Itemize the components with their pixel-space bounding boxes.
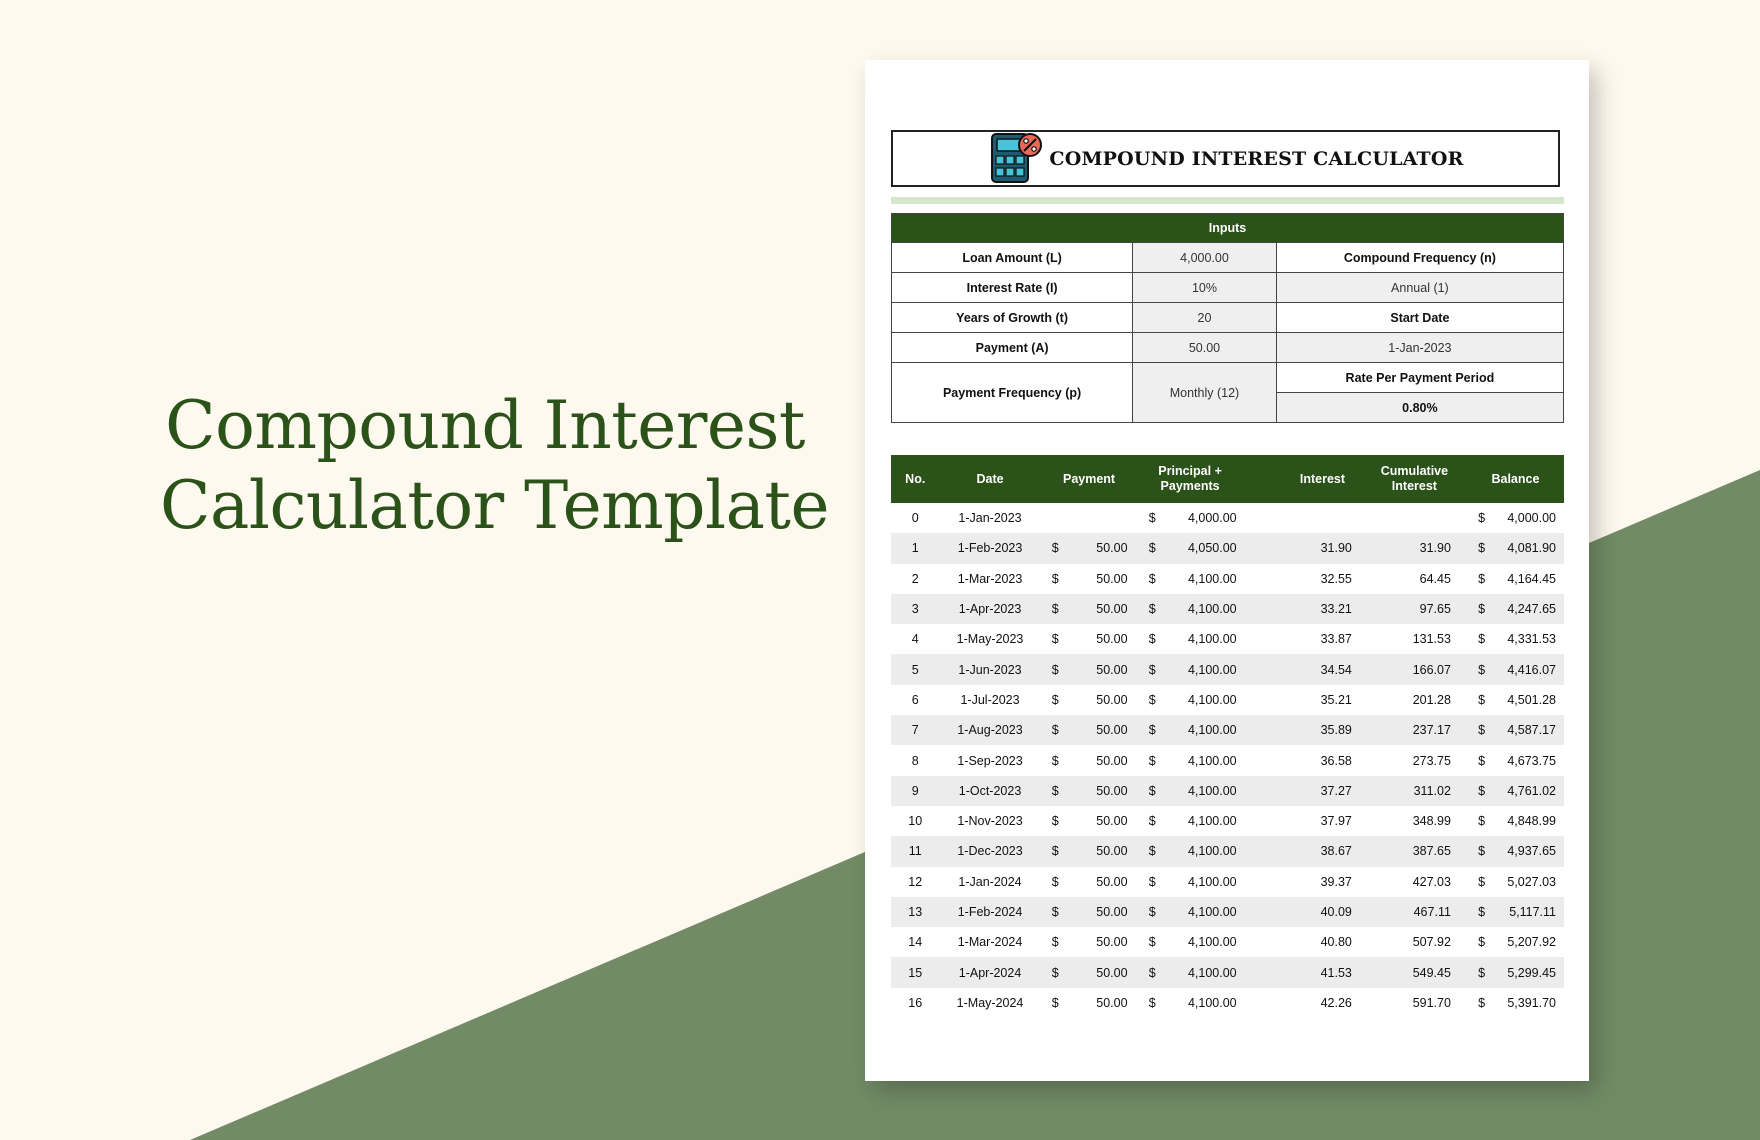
calculator-percent-icon — [987, 130, 1043, 186]
row-principal: 4,100.00 — [1158, 897, 1243, 927]
row-balance-currency: $ — [1467, 715, 1487, 745]
table-row — [891, 715, 1564, 745]
row-cumulative-interest: 427.03 — [1412, 874, 1451, 889]
col-header-cumulative-line-1: Cumulative — [1380, 464, 1449, 478]
years-of-growth-label: Years of Growth (t) — [892, 303, 1133, 333]
row-principal: 4,100.00 — [1158, 594, 1243, 624]
row-cumulative-interest: 201.28 — [1412, 692, 1451, 707]
row-spacer — [1243, 897, 1283, 927]
row-payment: 50.00 — [1061, 654, 1138, 684]
row-payment: 50.00 — [1096, 632, 1128, 647]
row-no: 5 — [891, 654, 940, 684]
row-interest: 33.87 — [1320, 632, 1352, 647]
row-payment: 50.00 — [1061, 715, 1138, 745]
row-principal: 4,100.00 — [1187, 874, 1237, 889]
accent-divider — [891, 197, 1564, 204]
row-no: 4 — [911, 632, 919, 647]
row-payment-currency: $ — [1041, 594, 1061, 624]
row-principal-currency: $ — [1138, 836, 1158, 866]
row-interest: 31.90 — [1283, 533, 1362, 563]
row-spacer — [1243, 867, 1283, 897]
row-cumulative-interest: 387.65 — [1362, 836, 1467, 866]
row-cumulative-interest: 549.45 — [1362, 957, 1467, 987]
row-interest: 39.37 — [1320, 874, 1352, 889]
inputs-table — [891, 213, 1564, 423]
row-spacer — [1243, 503, 1283, 533]
row-balance: 4,164.45 — [1507, 571, 1556, 586]
row-balance-currency: $ — [1467, 957, 1487, 987]
row-payment-currency: $ — [1041, 654, 1061, 684]
row-date: 1-Nov-2023 — [957, 814, 1023, 829]
row-principal-currency: $ — [1138, 715, 1158, 745]
interest-rate-label: Interest Rate (I) — [892, 273, 1133, 303]
row-principal: 4,000.00 — [1187, 511, 1237, 526]
document-page — [865, 60, 1589, 1081]
table-row — [891, 897, 1564, 927]
row-no: 6 — [911, 692, 919, 707]
row-balance-currency: $ — [1467, 897, 1487, 927]
row-no: 1 — [891, 533, 940, 563]
row-payment: 50.00 — [1096, 935, 1128, 950]
row-no: 13 — [891, 897, 940, 927]
row-payment: 50.00 — [1061, 897, 1138, 927]
row-payment: 50.00 — [1096, 814, 1128, 829]
years-of-growth-value[interactable]: 20 — [1133, 303, 1277, 333]
row-cumulative-interest: 237.17 — [1362, 715, 1467, 745]
row-payment-currency — [1041, 503, 1061, 533]
row-principal: 4,100.00 — [1187, 935, 1237, 950]
row-payment-currency: $ — [1051, 632, 1059, 647]
row-balance-currency: $ — [1478, 814, 1486, 829]
row-interest: 33.21 — [1283, 594, 1362, 624]
col-header-interest: Interest — [1283, 455, 1362, 503]
row-principal-currency: $ — [1138, 533, 1158, 563]
row-balance-currency: $ — [1478, 995, 1486, 1010]
table-row — [891, 806, 1564, 836]
row-principal-currency: $ — [1148, 874, 1156, 889]
row-principal-currency: $ — [1138, 957, 1158, 987]
start-date-label: Start Date — [1276, 303, 1563, 333]
row-date: 1-Sep-2023 — [957, 753, 1023, 768]
row-payment-currency: $ — [1051, 571, 1059, 586]
row-date: 1-May-2024 — [956, 995, 1024, 1010]
row-principal: 4,100.00 — [1187, 692, 1237, 707]
row-date: 1-Dec-2023 — [940, 836, 1041, 866]
row-payment: 50.00 — [1061, 594, 1138, 624]
row-cumulative-interest: 273.75 — [1412, 753, 1451, 768]
row-spacer — [1243, 745, 1283, 775]
row-date: 1-Apr-2024 — [940, 957, 1041, 987]
row-balance-currency: $ — [1478, 632, 1486, 647]
table-row — [891, 624, 1564, 654]
row-no: 0 — [911, 511, 919, 526]
payment-frequency-label: Payment Frequency (p) — [892, 363, 1133, 423]
row-balance: 5,027.03 — [1507, 874, 1556, 889]
row-interest: 34.54 — [1283, 654, 1362, 684]
row-no: 14 — [908, 935, 923, 950]
row-cumulative-interest — [1362, 503, 1467, 533]
payment-value[interactable]: 50.00 — [1133, 333, 1277, 363]
row-interest: 32.55 — [1320, 571, 1352, 586]
inputs-header: Inputs — [892, 214, 1564, 243]
row-cumulative-interest: 131.53 — [1412, 632, 1451, 647]
row-interest: 36.58 — [1320, 753, 1352, 768]
col-header-cumulative — [1362, 455, 1467, 503]
row-spacer — [1243, 533, 1283, 563]
table-row — [891, 988, 1564, 1018]
row-balance: 4,937.65 — [1487, 836, 1564, 866]
row-principal-currency: $ — [1138, 654, 1158, 684]
row-interest — [1283, 503, 1362, 533]
loan-amount-label: Loan Amount (L) — [892, 243, 1133, 273]
row-spacer — [1243, 776, 1283, 806]
row-principal: 4,100.00 — [1158, 715, 1243, 745]
row-spacer — [1243, 715, 1283, 745]
row-cumulative-interest: 64.45 — [1419, 571, 1451, 586]
row-no: 16 — [908, 995, 923, 1010]
table-row — [891, 564, 1564, 594]
row-principal: 4,100.00 — [1187, 814, 1237, 829]
row-balance-currency: $ — [1467, 654, 1487, 684]
row-principal-currency: $ — [1148, 692, 1156, 707]
row-interest: 38.67 — [1283, 836, 1362, 866]
row-spacer — [1243, 685, 1283, 715]
row-payment — [1061, 503, 1138, 533]
table-row — [891, 685, 1564, 715]
row-interest: 37.27 — [1283, 776, 1362, 806]
col-header-principal-line-2: Payments — [1160, 479, 1220, 493]
row-no: 11 — [891, 836, 940, 866]
row-no: 12 — [908, 874, 923, 889]
row-payment-currency: $ — [1051, 753, 1059, 768]
row-spacer — [1243, 988, 1283, 1018]
row-payment: 50.00 — [1096, 571, 1128, 586]
row-payment-currency: $ — [1041, 957, 1061, 987]
row-balance: 4,081.90 — [1487, 533, 1564, 563]
row-balance-currency: $ — [1478, 692, 1486, 707]
row-no: 8 — [911, 753, 919, 768]
row-principal-currency: $ — [1148, 935, 1156, 950]
row-date: 1-Jan-2024 — [958, 874, 1022, 889]
row-interest: 35.21 — [1320, 692, 1352, 707]
table-row — [891, 745, 1564, 775]
row-payment: 50.00 — [1061, 533, 1138, 563]
loan-amount-value[interactable]: 4,000.00 — [1133, 243, 1277, 273]
row-balance: 4,848.99 — [1507, 814, 1556, 829]
row-cumulative-interest: 591.70 — [1412, 995, 1451, 1010]
row-principal-currency: $ — [1148, 632, 1156, 647]
payment-label: Payment (A) — [892, 333, 1133, 363]
row-balance-currency: $ — [1467, 533, 1487, 563]
row-no: 9 — [891, 776, 940, 806]
row-cumulative-interest: 348.99 — [1412, 814, 1451, 829]
compound-frequency-value[interactable]: Annual (1) — [1276, 273, 1563, 303]
row-payment-currency: $ — [1041, 776, 1061, 806]
col-header-date: Date — [940, 455, 1041, 503]
row-spacer — [1243, 836, 1283, 866]
row-payment-currency: $ — [1041, 533, 1061, 563]
row-principal-currency: $ — [1148, 511, 1156, 526]
row-balance-currency: $ — [1478, 874, 1486, 889]
col-header-payment: Payment — [1041, 455, 1138, 503]
row-payment: 50.00 — [1061, 957, 1138, 987]
row-payment-currency: $ — [1041, 897, 1061, 927]
rate-per-period-value: 0.80% — [1276, 393, 1563, 423]
col-header-spacer — [1243, 455, 1283, 503]
interest-rate-value[interactable]: 10% — [1133, 273, 1277, 303]
document-title: COMPOUND INTEREST CALCULATOR — [1049, 147, 1464, 170]
row-payment-currency: $ — [1041, 715, 1061, 745]
row-balance: 4,247.65 — [1487, 594, 1564, 624]
row-principal: 4,100.00 — [1158, 654, 1243, 684]
schedule-header-row — [891, 455, 1564, 503]
row-date: 1-Aug-2023 — [940, 715, 1041, 745]
row-payment-currency: $ — [1051, 814, 1059, 829]
col-header-cumulative-line-2: Interest — [1391, 479, 1437, 493]
row-spacer — [1243, 564, 1283, 594]
row-date: 1-Jun-2023 — [940, 654, 1041, 684]
table-row — [891, 867, 1564, 897]
row-balance-currency: $ — [1467, 594, 1487, 624]
row-principal-currency: $ — [1148, 753, 1156, 768]
row-cumulative-interest: 31.90 — [1362, 533, 1467, 563]
row-interest: 40.80 — [1320, 935, 1352, 950]
schedule-table — [891, 455, 1564, 1018]
row-cumulative-interest: 467.11 — [1362, 897, 1467, 927]
row-payment: 50.00 — [1096, 874, 1128, 889]
row-no: 3 — [891, 594, 940, 624]
row-spacer — [1243, 654, 1283, 684]
row-balance-currency: $ — [1478, 935, 1486, 950]
compound-frequency-label: Compound Frequency (n) — [1276, 243, 1563, 273]
hero-title — [160, 386, 829, 546]
row-date: 1-Apr-2023 — [940, 594, 1041, 624]
row-spacer — [1243, 624, 1283, 654]
row-date: 1-Jul-2023 — [960, 692, 1020, 707]
start-date-value[interactable]: 1-Jan-2023 — [1276, 333, 1563, 363]
table-row — [891, 836, 1564, 866]
row-principal: 4,100.00 — [1187, 571, 1237, 586]
row-payment-currency: $ — [1051, 995, 1059, 1010]
row-balance: 4,673.75 — [1507, 753, 1556, 768]
row-interest: 37.97 — [1320, 814, 1352, 829]
hero-title-line-1: Compound Interest — [165, 387, 805, 464]
row-principal: 4,100.00 — [1158, 836, 1243, 866]
row-interest: 35.89 — [1283, 715, 1362, 745]
row-payment-currency: $ — [1051, 935, 1059, 950]
row-principal-currency: $ — [1148, 995, 1156, 1010]
row-balance-currency: $ — [1478, 511, 1486, 526]
row-cumulative-interest: 311.02 — [1362, 776, 1467, 806]
row-no: 2 — [911, 571, 919, 586]
row-principal: 4,100.00 — [1187, 995, 1237, 1010]
row-no: 10 — [908, 814, 923, 829]
row-balance: 5,117.11 — [1487, 897, 1564, 927]
row-balance: 4,416.07 — [1487, 654, 1564, 684]
table-row — [891, 594, 1564, 624]
row-payment: 50.00 — [1061, 776, 1138, 806]
row-balance: 4,501.28 — [1507, 692, 1556, 707]
row-balance-currency: $ — [1467, 836, 1487, 866]
row-spacer — [1243, 927, 1283, 957]
col-header-principal-line-1: Principal + — [1158, 464, 1222, 478]
row-spacer — [1243, 806, 1283, 836]
row-balance-currency: $ — [1478, 753, 1486, 768]
row-balance: 5,299.45 — [1487, 957, 1564, 987]
row-principal: 4,100.00 — [1158, 957, 1243, 987]
rate-per-period-label: Rate Per Payment Period — [1276, 363, 1563, 393]
row-payment-currency: $ — [1051, 692, 1059, 707]
row-principal-currency: $ — [1138, 897, 1158, 927]
col-header-no: No. — [891, 455, 940, 503]
row-balance: 4,000.00 — [1507, 511, 1556, 526]
row-principal: 4,050.00 — [1158, 533, 1243, 563]
table-row — [891, 533, 1564, 563]
row-principal-currency: $ — [1138, 594, 1158, 624]
row-payment-currency: $ — [1041, 836, 1061, 866]
row-cumulative-interest: 166.07 — [1362, 654, 1467, 684]
payment-frequency-value[interactable]: Monthly (12) — [1133, 363, 1277, 423]
row-principal: 4,100.00 — [1158, 776, 1243, 806]
row-spacer — [1243, 957, 1283, 987]
row-date: 1-Jan-2023 — [958, 511, 1022, 526]
table-row — [891, 654, 1564, 684]
row-date: 1-Oct-2023 — [940, 776, 1041, 806]
document-header — [891, 130, 1560, 187]
row-no: 15 — [891, 957, 940, 987]
table-row — [891, 957, 1564, 987]
row-balance: 5,207.92 — [1507, 935, 1556, 950]
row-payment: 50.00 — [1096, 995, 1128, 1010]
schedule-body — [891, 503, 1564, 1018]
row-balance-currency: $ — [1467, 776, 1487, 806]
row-spacer — [1243, 594, 1283, 624]
table-row — [891, 776, 1564, 806]
row-balance: 4,587.17 — [1487, 715, 1564, 745]
table-row — [891, 503, 1564, 533]
row-payment: 50.00 — [1096, 753, 1128, 768]
row-date: 1-May-2023 — [956, 632, 1024, 647]
row-balance: 5,391.70 — [1507, 995, 1556, 1010]
row-interest: 42.26 — [1320, 995, 1352, 1010]
row-principal: 4,100.00 — [1187, 632, 1237, 647]
table-row — [891, 927, 1564, 957]
row-no: 7 — [891, 715, 940, 745]
col-header-balance: Balance — [1467, 455, 1564, 503]
row-payment: 50.00 — [1061, 836, 1138, 866]
row-principal-currency: $ — [1138, 776, 1158, 806]
col-header-principal — [1138, 455, 1243, 503]
row-date: 1-Mar-2024 — [957, 935, 1023, 950]
row-date: 1-Feb-2023 — [940, 533, 1041, 563]
row-principal-currency: $ — [1148, 571, 1156, 586]
row-cumulative-interest: 97.65 — [1362, 594, 1467, 624]
row-date: 1-Mar-2023 — [957, 571, 1023, 586]
row-date: 1-Feb-2024 — [940, 897, 1041, 927]
row-principal-currency: $ — [1148, 814, 1156, 829]
row-payment-currency: $ — [1051, 874, 1059, 889]
row-balance-currency: $ — [1478, 571, 1486, 586]
row-interest: 40.09 — [1283, 897, 1362, 927]
row-cumulative-interest: 507.92 — [1412, 935, 1451, 950]
row-payment: 50.00 — [1096, 692, 1128, 707]
row-balance: 4,761.02 — [1487, 776, 1564, 806]
hero-title-line-2: Calculator Template — [160, 467, 829, 544]
row-interest: 41.53 — [1283, 957, 1362, 987]
row-balance: 4,331.53 — [1507, 632, 1556, 647]
row-principal: 4,100.00 — [1187, 753, 1237, 768]
